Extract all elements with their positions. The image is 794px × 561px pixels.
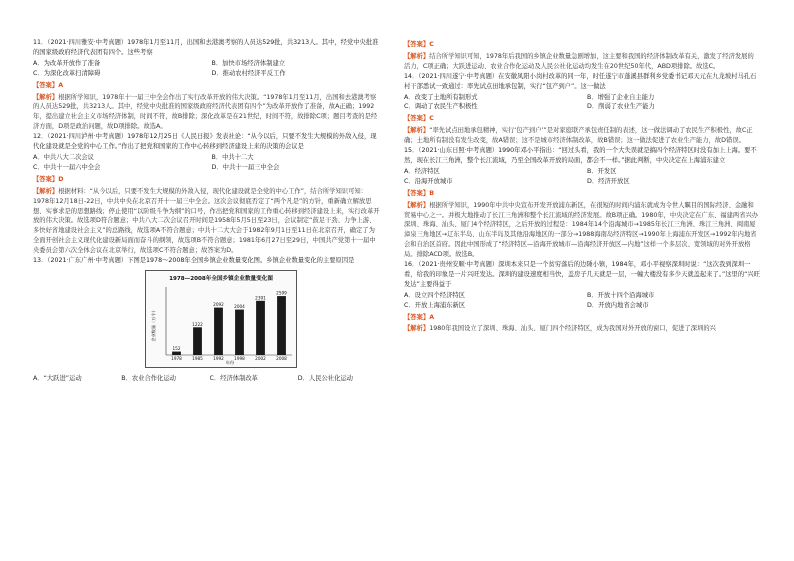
analysis-label: 【解析】	[33, 93, 59, 101]
option-b: B．中共十二大	[211, 153, 254, 161]
question-16-stem: 16．（2021·贵州安顺·中考真题）深圳本来只是一个贫穷落后的边陲小镇，1984年，邓小平视察深圳时说：“这次我到深圳一看，给我的印象是一片兴旺发达。深圳的建设速度相当快，盖房子几天就是一层，一幢大楼没有多少天就盖起来了。”这里的“兴旺发达”主要得益于	[404, 261, 760, 288]
question-13-analysis	[404, 52, 760, 72]
option-b: B．开发区	[587, 167, 617, 175]
option-c: C．经济体制改革	[209, 374, 258, 382]
question-15-options	[404, 167, 760, 187]
question-15-answer: 【答案】B	[404, 189, 434, 197]
analysis-label: 【解析】	[404, 52, 430, 60]
question-11-answer: 【答案】A	[33, 81, 64, 89]
x-tick-label: 1992	[213, 355, 224, 361]
bar-chart-svg	[146, 271, 296, 367]
question-14-analysis	[404, 126, 760, 146]
bar-value-label: 152	[172, 345, 181, 351]
option-a: A．改变了土地所有制形式	[404, 93, 478, 101]
option-a: A．为改革开放作了准备	[33, 59, 101, 67]
x-tick-label: 1978	[171, 355, 182, 361]
question-15-analysis	[404, 201, 760, 260]
analysis-text: 根据所学知识，1978年十一届三中全会作出了实行改革开放的伟大决策。“1978年1月至11月，出国和去港澳考察的人员达529批，共3213人。其中，经党中央批准的国家级政府经济代表团有四个”为改革开放作了准备，故A正确；1992年，提出建立社会主义市场经济体制，时间不符，故B排除；深化改革是在21世纪，时间不符，故排除C项；题目考查的是经济方面，D项是政治问题，故D项排除。故选A。	[33, 93, 378, 131]
analysis-label: 【解析】	[404, 325, 430, 333]
chart-bar	[256, 301, 265, 355]
chart-title: 1978—2008年全国乡镇企业数量变化图	[169, 275, 273, 282]
analysis-text: 1980年我国设立了深圳、珠海、汕头、厦门四个经济特区，成为我国对外开放的窗口，促进了深圳的兴	[429, 325, 716, 333]
option-a: A．中共八大二次会议	[33, 153, 94, 161]
option-d: D．推动农村经济平反工作	[211, 69, 286, 77]
question-15-stem: 15．（2021·山东日照·中考真题）1990年邓小平指出：“回过头看，我的一个大失误就是搞四个经济特区时没有加上上海。要不然，现在长江三角洲，整个长江流域，乃至全国改革开放的局面，都会不一样。”据此判断，中央决定在上海浦东建立	[404, 147, 757, 164]
question-11-stem: 11．（2021·四川雅安·中考真题）1978年1月至11月，出国和去港澳考察的人员达529批，共3213人。其中，经党中央批准的国家级政府经济代表团有四个。这些考察	[33, 39, 379, 56]
analysis-label: 【解析】	[404, 201, 430, 209]
option-a: A．设立四个经济特区	[404, 291, 465, 299]
analysis-label: 【解析】	[33, 187, 59, 195]
question-13-stem: 13．（2021·广东广州·中考真题）下图是1978～2008年全国乡镇企业数量变化图。乡镇企业数量变化的主要原因是	[33, 257, 355, 265]
option-c: C．沿海开放城市	[404, 177, 453, 185]
option-b: B．开放十四个沿海城市	[587, 291, 655, 299]
option-d: D．中共十一届三中全会	[211, 163, 280, 171]
bar-value-label: 2004	[234, 304, 245, 310]
option-d: D．人民公社化运动	[297, 374, 353, 382]
chart-bar	[214, 308, 223, 355]
question-16-options	[404, 291, 760, 311]
bar-value-label: 2092	[213, 302, 224, 308]
chart-bar	[277, 296, 286, 355]
question-12-stem: 12．（2021·四川泸州·中考真题）1978年12月25日《人民日报》发表社论：“从今以后，只要不发生大规模的外敌入侵，现代化建设就是全党的中心工作。”作出了把党和国家的工作中心转移到经济建设上来的决策的会议是	[33, 133, 377, 151]
analysis-text: 结合所学知识可知，1978年后我国的乡镇企业数量急剧增加，这主要和我国的经济体制改革有关，激发了经济发展的活力，C项正确；大跃进运动、农业合作化运动及人民公社化运动均发生在20世纪50年代，ABD项排除。故选C。	[404, 52, 754, 70]
x-tick-label: 1985	[192, 355, 203, 361]
analysis-text: 根据材料：“从今以后，只要不发生大规模的外敌入侵，现代化建设就是全党的中心工作”，结合所学知识可知：1978年12月18日-22日，中共中央在北京召开十一届三中全会。这次会议彻底否定了“两个凡是”的方针，重新确立解放思想、实事求是的思想路线；停止使用“以阶级斗争为纲”的口号，作出把党和国家的工作重心转移到经济建设上来，实行改革开放的伟大决策。故选项D符合题意；中共八大二次会议召开时间是1958年5月5日至23日，会议制定“鼓足干劲、力争上游、多快好省地建设社会主义”的总路线，故选项A不符合题意；中共十二大大会于1982年9月1日至11日在北京召开，确定了为全面开创社会主义现代化建设新局面而奋斗的纲领，故选项B不符合题意；1981年6月27日至29日，中国共产党第十一届中央委员会第六次全体会议在北京举行，故选项C不符合题意；故答案为D。	[33, 187, 380, 255]
option-d: D．开放内地省会城市	[587, 301, 649, 309]
question-13-options	[33, 374, 380, 384]
option-b: B．加快市场经济体制建立	[211, 59, 286, 67]
question-14-stem: 14．（2021·四川遂宁·中考真题）在安徽凤阳小岗村改革的同一年，时任遂宁市蓬溪县群利乡党委书记邓天元在九龙坡村马孔石村干部悉试一致通过：率先试点田地承包制，实行“包产到户”。这一做法	[404, 72, 757, 90]
option-b: B．增强了企业自主能力	[587, 93, 655, 101]
option-c: C．调动了农民生产积极性	[404, 103, 478, 111]
option-a: A．“大跃进”运动	[33, 374, 82, 382]
x-tick-label: 2002	[255, 355, 266, 361]
question-14-answer: 【答案】C	[404, 115, 434, 123]
analysis-text: “率先试点田地承包精神，实行‘包产到户’”是对家庭联产承包责任制的表述，这一做法调动了农民生产积极性，故C正确；土地所有制没有发生改变，故A错误；这不是城市经济体制改革，故B错误；这一做法促进了农业生产能力，故D错误。	[404, 127, 753, 145]
question-13-answer: 【答案】C	[404, 41, 434, 48]
option-c: C．中共十一届六中全会	[33, 163, 101, 171]
question-16-analysis	[404, 324, 760, 334]
bar-value-label: 2599	[276, 290, 287, 296]
township-enterprise-chart	[145, 270, 297, 368]
question-11-analysis	[33, 93, 380, 133]
question-11-options	[33, 59, 380, 79]
x-tick-label: 2008	[276, 355, 287, 361]
question-12-options	[33, 153, 380, 173]
option-b: B．农业合作化运动	[121, 374, 176, 382]
right-column	[404, 38, 760, 334]
option-a: A．经济特区	[404, 167, 440, 175]
analysis-text: 根据所学知识，1990年中共中央宣布开发开放浦东新区，在很短的时间内浦东就成为令世人瞩目的国际经济、金融和贸易中心之一。并极大地推动了长江三角洲和整个长江流域的经济发展。故B项正确。1980年，中央决定在广东、福建两省兴办深圳、珠海、汕头、厦门4个经济特区，之后开放的过程是：1984年14个沿海城市→1985年长江三角洲、珠江三角洲、闽南厦漳泉三角地区→辽东半岛、山东半岛及其他沿海地区的一部分→1988海南岛经济特区→1990年上海浦东开发区→1992年内地省会和自治区首府。因此中国形成了“经济特区—沿海开放城市—沿海经济开放区—内地”这样一个多层次、宽领域的对外开放格局。排除ACD项。故选B。	[404, 201, 759, 259]
option-d: D．经济开放区	[587, 177, 630, 185]
bar-value-label: 2391	[255, 295, 266, 301]
chart-bar	[193, 327, 202, 355]
x-axis-label: 年份	[225, 359, 235, 365]
question-14-options	[404, 93, 760, 113]
option-c: C．为深化改革扫清障碍	[33, 69, 101, 77]
chart-bar	[235, 310, 244, 355]
bar-value-label: 1222	[192, 321, 203, 327]
question-12-analysis	[33, 187, 380, 256]
x-tick-label: 1998	[234, 355, 245, 361]
left-column	[33, 38, 380, 386]
option-d: D．削弱了农业生产能力	[587, 103, 655, 111]
option-c: C．开放上海浦东新区	[404, 301, 466, 309]
question-12-answer: 【答案】D	[33, 175, 64, 183]
chart-bar	[172, 351, 181, 354]
analysis-label: 【解析】	[404, 127, 430, 135]
y-axis-label: 企业数量（万个）	[151, 308, 156, 342]
question-16-answer: 【答案】A	[404, 313, 435, 321]
plot-area	[166, 287, 292, 361]
